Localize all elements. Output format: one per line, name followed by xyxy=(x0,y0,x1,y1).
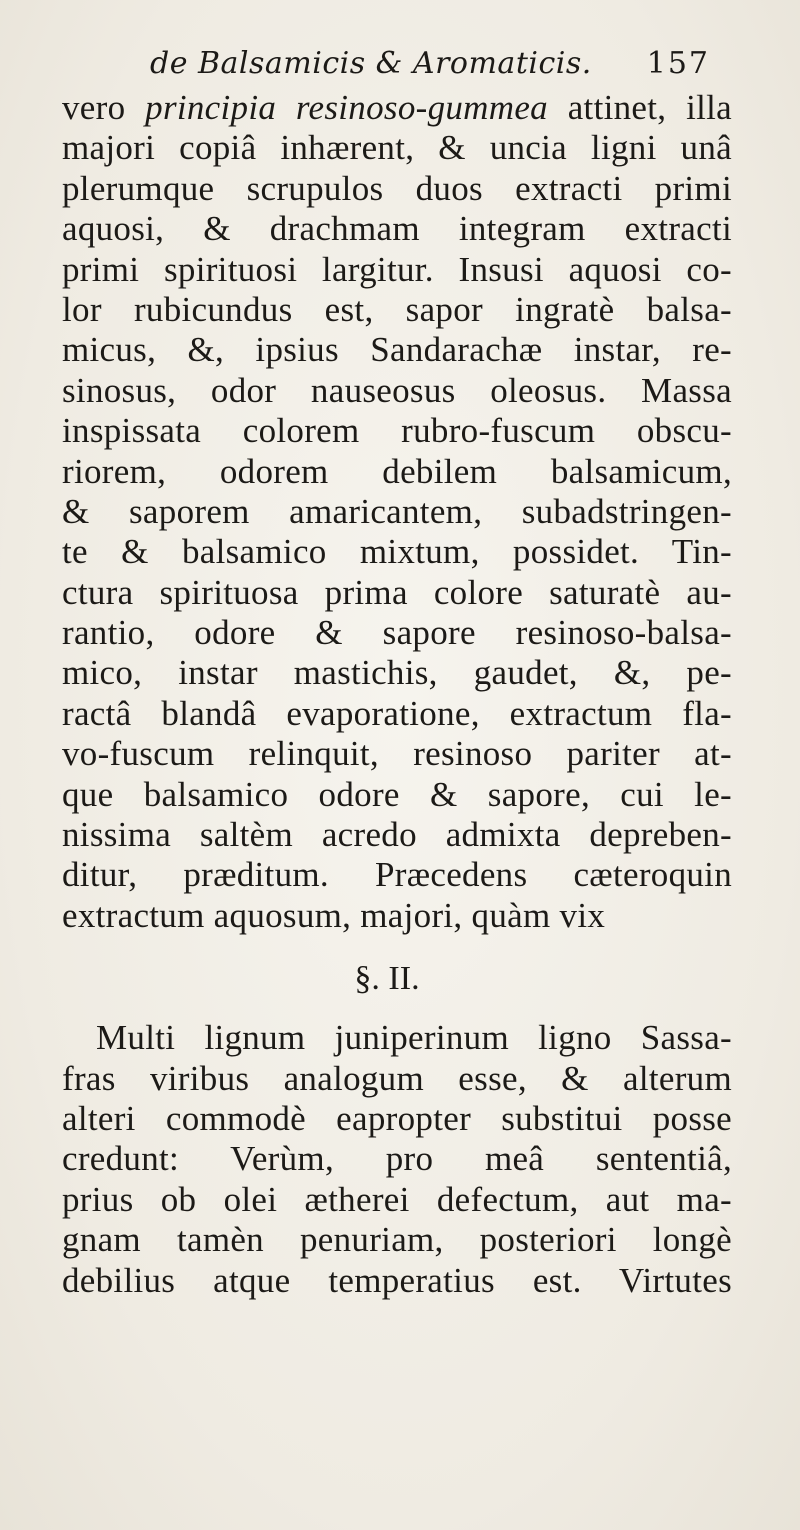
text-line: primi spirituosi largitur. Insusi aquosi co- xyxy=(62,249,732,289)
section-title: §. II. xyxy=(354,960,420,998)
paragraph-2 xyxy=(62,1018,732,1301)
text-line: plerumque scrupulos duos extracti primi xyxy=(62,168,732,208)
text-line: te & balsamico mixtum, possidet. Tin- xyxy=(62,532,732,572)
text-line: vo-fuscum relinquit, resinoso pariter at- xyxy=(62,734,732,774)
text-line: nissima saltèm acredo admixta depreben- xyxy=(62,815,732,855)
text-line: rantio, odore & sapore resinoso-balsa- xyxy=(62,613,732,653)
body-text xyxy=(62,88,732,1301)
text-line: riorem, odorem debilem balsamicum, xyxy=(62,451,732,491)
text-line: lor rubicundus est, sapor ingratè balsa- xyxy=(62,289,732,329)
text-line: debilius atque temperatius est. Virtutes xyxy=(62,1260,732,1300)
text-line: fras viribus analogum esse, & alterum xyxy=(62,1058,732,1098)
page-number: 157 xyxy=(646,46,710,81)
text-line: ditur, præditum. Præcedens cæteroquin xyxy=(62,855,732,895)
paragraph-1 xyxy=(62,88,732,936)
text-line: aquosi, & drachmam integram extracti xyxy=(62,209,732,249)
line-rest: attinet, illa xyxy=(547,88,732,127)
text-line: & saporem amaricantem, subadstringen- xyxy=(62,491,732,531)
text-line: majori copiâ inhærent, & uncia ligni unâ xyxy=(62,128,732,168)
line-lead: vero xyxy=(62,88,146,127)
text-line: ctura spirituosa prima colore saturatè au- xyxy=(62,572,732,612)
text-line: prius ob olei ætherei defectum, aut ma- xyxy=(62,1179,732,1219)
text-line: credunt: Verùm, pro meâ sententiâ, xyxy=(62,1139,732,1179)
text-line: alteri commodè eapropter substitui posse xyxy=(62,1098,732,1138)
text-line xyxy=(62,88,732,128)
text-line: sinosus, odor nauseosus oleosus. Massa xyxy=(62,370,732,410)
text-line: micus, &, ipsius Sandarachæ instar, re- xyxy=(62,330,732,370)
text-line: que balsamico odore & sapore, cui le- xyxy=(62,774,732,814)
text-line: Multi lignum juniperinum ligno Sassa- xyxy=(96,1018,732,1058)
text-line: ractâ blandâ evaporatione, extractum fla- xyxy=(62,693,732,733)
text-line: gnam tamèn penuriam, posteriori longè xyxy=(62,1220,732,1260)
text-line: mico, instar mastichis, gaudet, &, pe- xyxy=(62,653,732,693)
text-line: extractum aquosum, majori, quàm vix xyxy=(62,895,606,935)
text-line: inspissata colorem rubro-fuscum obscu- xyxy=(62,411,732,451)
italic-phrase: principia resinoso-gummea xyxy=(145,88,548,127)
running-head: de Balsamicis & Aromaticis. xyxy=(150,46,592,81)
